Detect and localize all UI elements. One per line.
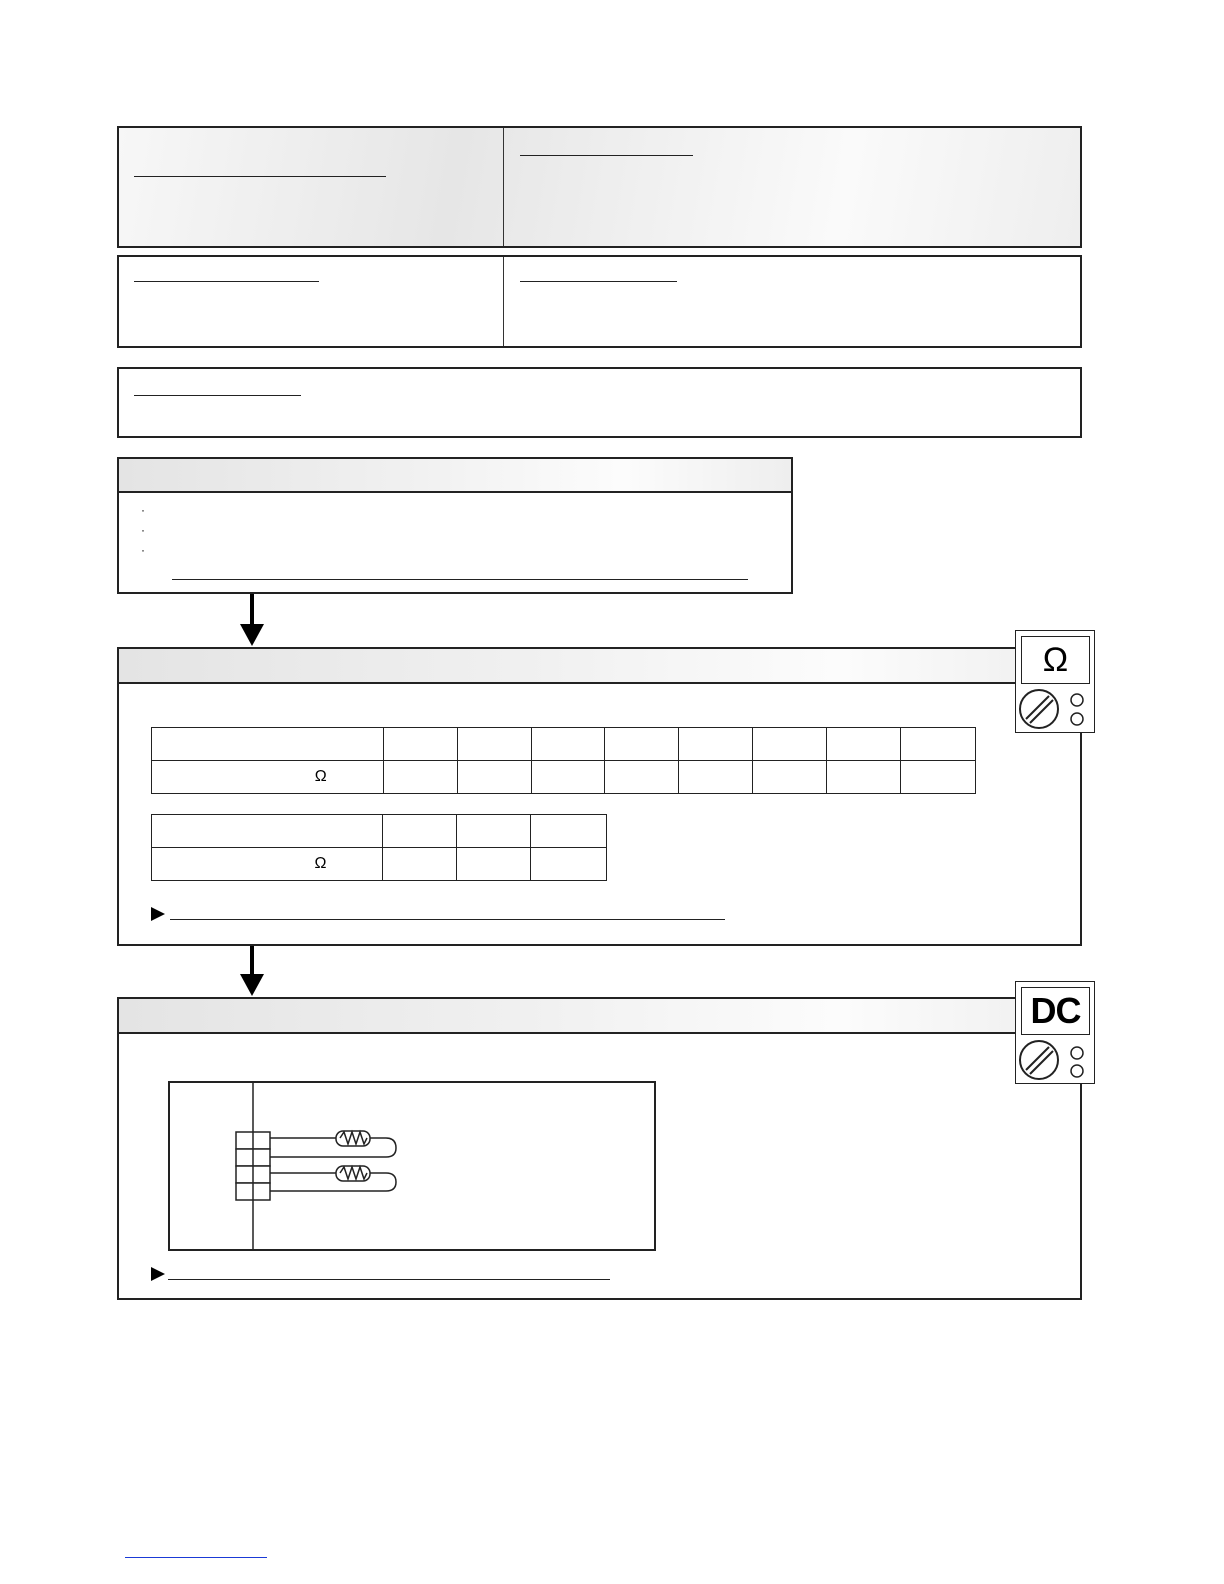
table-cell <box>383 728 457 761</box>
table-cell <box>605 728 679 761</box>
ohm-unit: Ω <box>314 855 327 872</box>
table-row <box>152 761 976 794</box>
table-cell <box>605 761 679 794</box>
table-cell <box>827 761 901 794</box>
table-cell <box>457 815 531 848</box>
table-cell <box>753 728 827 761</box>
bullet: · <box>141 543 145 557</box>
underline-heading <box>134 176 386 177</box>
connector-pins <box>236 1132 270 1200</box>
table-cell <box>901 761 976 794</box>
result-pointer-icon <box>151 907 165 921</box>
underline-heading <box>520 281 677 282</box>
thermistor-connector-diagram <box>168 1081 658 1253</box>
step1-title-bar <box>119 459 791 493</box>
table-cell <box>901 728 976 761</box>
table-cell <box>679 761 753 794</box>
table-cell <box>827 728 901 761</box>
table-cell <box>531 815 607 848</box>
footer-link[interactable] <box>125 1557 267 1558</box>
meter-display <box>1021 636 1090 684</box>
step3-box <box>117 997 1082 1300</box>
resistance-table-2 <box>151 814 607 881</box>
table-cell <box>152 761 384 794</box>
header-box-middle <box>117 255 1082 348</box>
underline-heading <box>134 281 319 282</box>
underline-note <box>172 579 748 580</box>
meter-label: Ω <box>1042 640 1069 679</box>
header-box-bottom <box>117 367 1082 438</box>
header-divider <box>503 128 504 246</box>
table-cell <box>383 848 457 881</box>
meter-label: DC <box>1030 990 1081 1031</box>
meter-dial-icon <box>1016 686 1094 732</box>
table-cell <box>753 761 827 794</box>
underline-heading <box>134 395 301 396</box>
table-cell <box>152 815 383 848</box>
table-cell <box>152 848 383 881</box>
resistance-table-1 <box>151 727 976 794</box>
meter-dial-icon <box>1016 1037 1094 1083</box>
header-box-top <box>117 126 1082 248</box>
ohmmeter-icon <box>1015 630 1095 733</box>
step2-box <box>117 647 1082 946</box>
table-cell <box>531 761 605 794</box>
step2-title-bar <box>119 649 1080 684</box>
underline-heading <box>520 155 693 156</box>
down-arrow-icon <box>232 946 272 998</box>
table-cell <box>531 728 605 761</box>
step1-box <box>117 457 793 594</box>
header-divider <box>503 257 504 346</box>
thermistor-icon <box>336 1131 370 1146</box>
result-underline <box>170 919 725 920</box>
table-row <box>152 848 607 881</box>
table-cell <box>679 728 753 761</box>
down-arrow-icon <box>232 594 272 648</box>
table-row <box>152 728 976 761</box>
table-cell <box>383 815 457 848</box>
meter-display <box>1021 987 1090 1035</box>
result-underline <box>168 1279 610 1280</box>
result-pointer-icon <box>151 1267 165 1281</box>
table-cell <box>383 761 457 794</box>
table-cell <box>457 848 531 881</box>
bullet: · <box>141 503 145 517</box>
thermistor-icon <box>336 1166 370 1181</box>
table-cell <box>457 728 531 761</box>
bullet: · <box>141 523 145 537</box>
table-cell <box>152 728 384 761</box>
table-cell <box>531 848 607 881</box>
step3-title-bar <box>119 999 1080 1034</box>
ohm-unit: Ω <box>314 768 327 785</box>
table-cell <box>457 761 531 794</box>
dc-voltmeter-icon <box>1015 981 1095 1084</box>
table-row <box>152 815 607 848</box>
